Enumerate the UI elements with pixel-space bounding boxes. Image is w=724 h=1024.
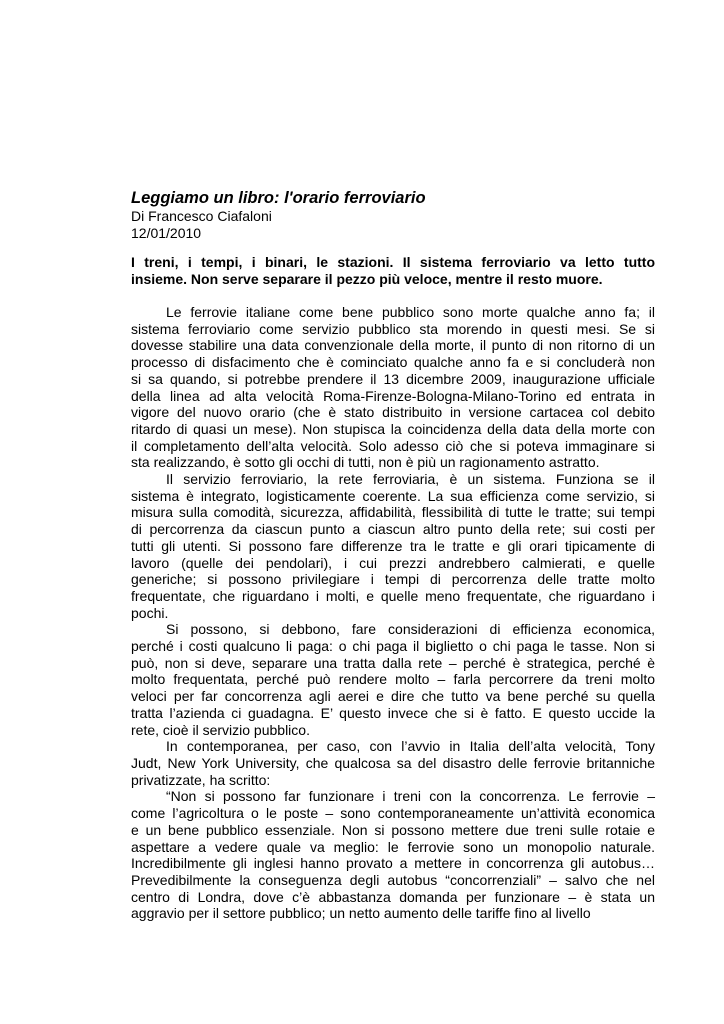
paragraph-line: della linea ad alta velocità Roma-Firenze-Bologna-Milano-Torino ed entrata in [131,387,655,404]
paragraph-line: processo di disfacimento che è cominciato qualche anno fa e si concluderà non [131,354,655,371]
paragraph-line: aggravio per il settore pubblico; un netto aumento delle tariffe fino al livello [131,905,591,922]
article-title: Leggiamo un libro: l'orario ferroviario [131,189,426,207]
lead-line: I treni, i tempi, i binari, le stazioni. Il sistema ferroviario va letto tutto [131,254,655,270]
paragraph-line: Il servizio ferroviario, la rete ferroviaria, è un sistema. Funziona se il [166,471,655,488]
paragraph-line: tratta l’azienda ci guadagna. E’ questo invece che si è fatto. E questo uccide la [131,704,655,721]
paragraph-line: lavoro (quelle dei pendolari), i cui prezzi andrebbero calmierati, e quelle [131,554,655,571]
lead-line: insieme. Non serve separare il pezzo più veloce, mentre il resto muore. [131,270,603,287]
paragraph-line: veloci per far concorrenza agli aerei e dire che tutto va bene perché su quella [131,688,655,705]
paragraph-line: ritardo di quasi un mese). Non stupisca la coincidenza della data della morte con [131,420,655,437]
paragraph-line: In contemporanea, per caso, con l’avvio in Italia dell’alta velocità, Tony [166,738,655,755]
paragraph-line: tutti gli utenti. Si possono fare differenze tra le tratte e gli orari tipicamente di [131,537,655,554]
paragraph-line: Judt, New York University, che qualcosa sa del disastro delle ferrovie britanniche [131,754,655,771]
paragraph-line: generiche; si possono privilegiare i tempi di percorrenza delle tratte molto [131,571,655,588]
paragraph-line: pochi. [131,604,169,621]
paragraph-line: sistema è integrato, logisticamente coerente. La sua efficienza come servizio, si [131,487,655,504]
article-lead [131,254,655,287]
paragraph [131,304,655,471]
paragraph-line: come l’agricoltura o le poste – sono contemporaneamente un’attività economica [131,805,655,822]
paragraph-line: può, non si deve, separare una tratta dalla rete – perché è strategica, perché è [131,654,655,671]
paragraph [131,621,655,738]
paragraph-line: sistema ferroviario come servizio pubblico sta morendo in questi mesi. Se si [131,320,655,337]
paragraph-line: Incredibilmente gli inglesi hanno provato a mettere in concorrenza gli autobus… [131,855,655,872]
paragraph-line: frequentate, che riguardano i molti, e quelle meno frequentate, che riguardano i [131,587,655,604]
paragraph-line: molto frequentata, perché può rendere molto – farla percorrere da treni molto [131,671,655,688]
paragraph-line: Si possono, si debbono, fare considerazioni di efficienza economica, [166,621,655,638]
paragraph-line: dovesse stabilire una data convenzionale della morte, il punto di non ritorno di un [131,337,655,354]
paragraph-line: perché i costi qualcuno li paga: o chi paga il biglietto o chi paga le tasse. Non si [131,638,655,655]
article-author: Di Francesco Ciafaloni [131,208,272,224]
paragraph-line: sta realizzando, è sotto gli occhi di tutti, non è più un ragionamento astratto. [131,454,600,471]
paragraph-line: il completamento dell’alta velocità. Solo adesso ciò che si poteva immaginare si [131,437,655,454]
paragraph-line: Prevedibilmente la conseguenza degli autobus “concorrenziali” – salvo che nel [131,871,655,888]
paragraph [131,471,655,621]
paragraph-line: di percorrenza da ciascun punto a ciascun altro punto della rete; sui costi per [131,521,655,538]
paragraph-line: privatizzate, ha scritto: [131,771,271,788]
paragraph-line: e un bene pubblico essenziale. Non si possono mettere due treni sulle rotaie e [131,821,655,838]
document-page [131,188,655,922]
paragraph [131,788,655,922]
paragraph-line: vigore del nuovo orario (che è stato distribuito in versione cartacea col debito [131,404,655,421]
paragraph-line: rete, cioè il servizio pubblico. [131,721,310,738]
paragraph-line: aspettare a vedere quale va meglio: le ferrovie sono un monopolio naturale. [131,838,655,855]
paragraph-line: Le ferrovie italiane come bene pubblico sono morte qualche anno fa; il [166,304,655,320]
paragraph-line: “Non si possono far funzionare i treni con la concorrenza. Le ferrovie – [166,788,655,805]
paragraph [131,738,655,788]
paragraph-line: misura sulla comodità, sicurezza, affidabilità, flessibilità di tutte le tratte; sui tempi [131,504,655,521]
article-body [131,304,655,922]
article-date: 12/01/2010 [131,225,202,241]
paragraph-line: centro di Londra, dove c’è abbastanza domanda per funzionare – è stata un [131,888,655,905]
paragraph-line: si sa quando, si potrebbe prendere il 13 dicembre 2009, inaugurazione ufficiale [131,370,655,387]
